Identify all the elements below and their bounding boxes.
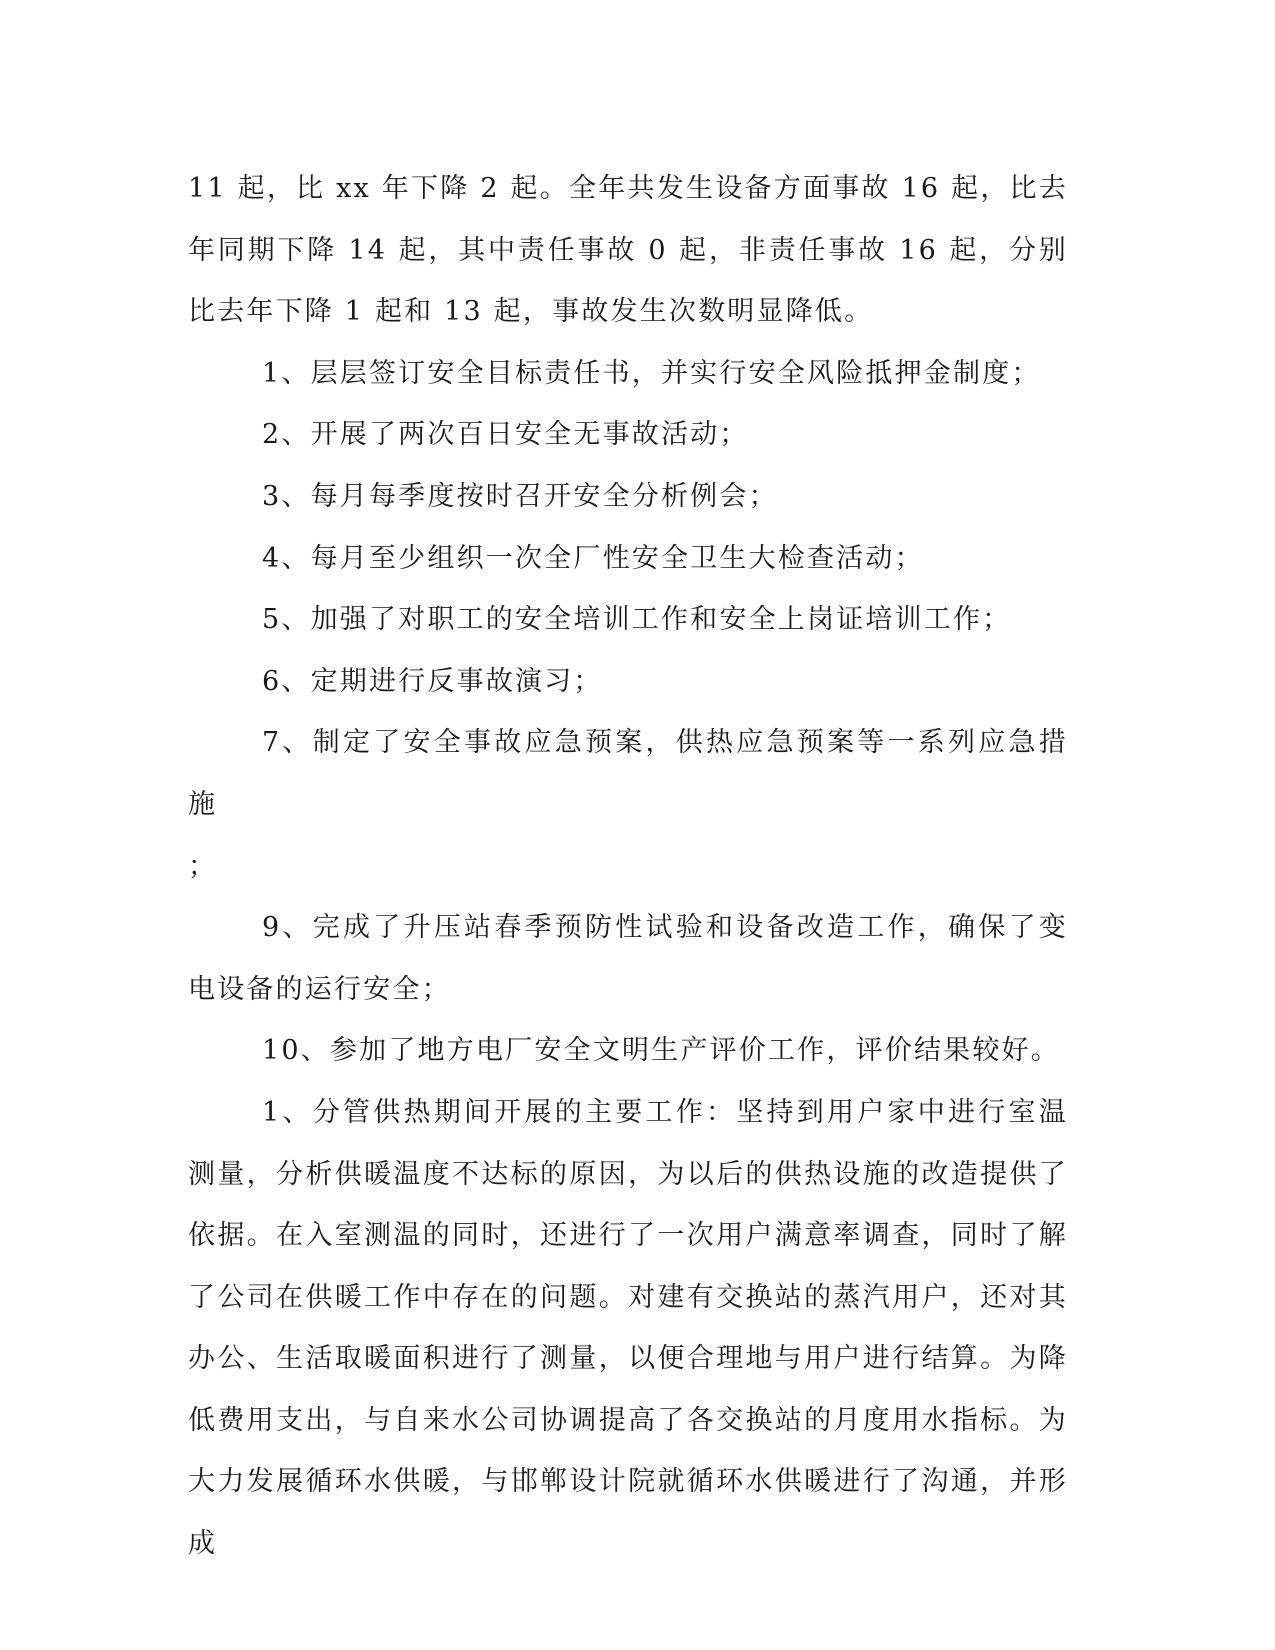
list-item-5: 5、加强了对职工的安全培训工作和安全上岗证培训工作； (262, 604, 1012, 636)
list-item-4: 4、每月至少组织一次全厂性安全卫生大检查活动； (262, 542, 924, 574)
list-item-1: 1、层层签订安全目标责任书，并实行安全风险抵押金制度； (262, 357, 1041, 389)
list-item-6: 6、定期进行反事故演习； (262, 665, 603, 697)
list-item-10: 10、参加了地方电厂安全文明生产评价工作，评价结果较好。 (262, 1035, 1060, 1067)
list-item-7-tail: ； (188, 850, 218, 882)
list-item-2: 2、开展了两次百日安全无事故活动； (262, 419, 749, 451)
list-item-7: 7、制定了安全事故应急预案，供热应急预案等一系列应急措施 (188, 727, 1068, 820)
list-item-9: 9、完成了升压站春季预防性试验和设备改造工作，确保了变电设备的运行安全； (188, 912, 1068, 1005)
paragraph-accident-summary: 11 起，比 xx 年下降 2 起。全年共发生设备方面事故 16 起，比去年同期下降 14 起，其中责任事故 0 起，非责任事故 16 起，分别比去年下降 1 起和 13 起，事故发生次数明显降低。 (188, 173, 1068, 328)
document-body (188, 158, 1068, 1575)
paragraph-heating-work: 1、分管供热期间开展的主要工作：坚持到用户家中进行室温测量，分析供暖温度不达标的原因，为以后的供热设施的改造提供了依据。在入室测温的同时，还进行了一次用户满意率调查，同时了解了公司在供暖工作中存在的问题。对建有交换站的蒸汽用户，还对其办公、生活取暖面积进行了测量，以便合理地与用户进行结算。为降低费用支出，与自来水公司协调提高了各交换站的月度用水指标。为大力发展循环水供暖，与邯郸设计院就循环水供暖进行了沟通，并形成 (188, 1096, 1068, 1560)
list-item-3: 3、每月每季度按时召开安全分析例会； (262, 480, 778, 512)
